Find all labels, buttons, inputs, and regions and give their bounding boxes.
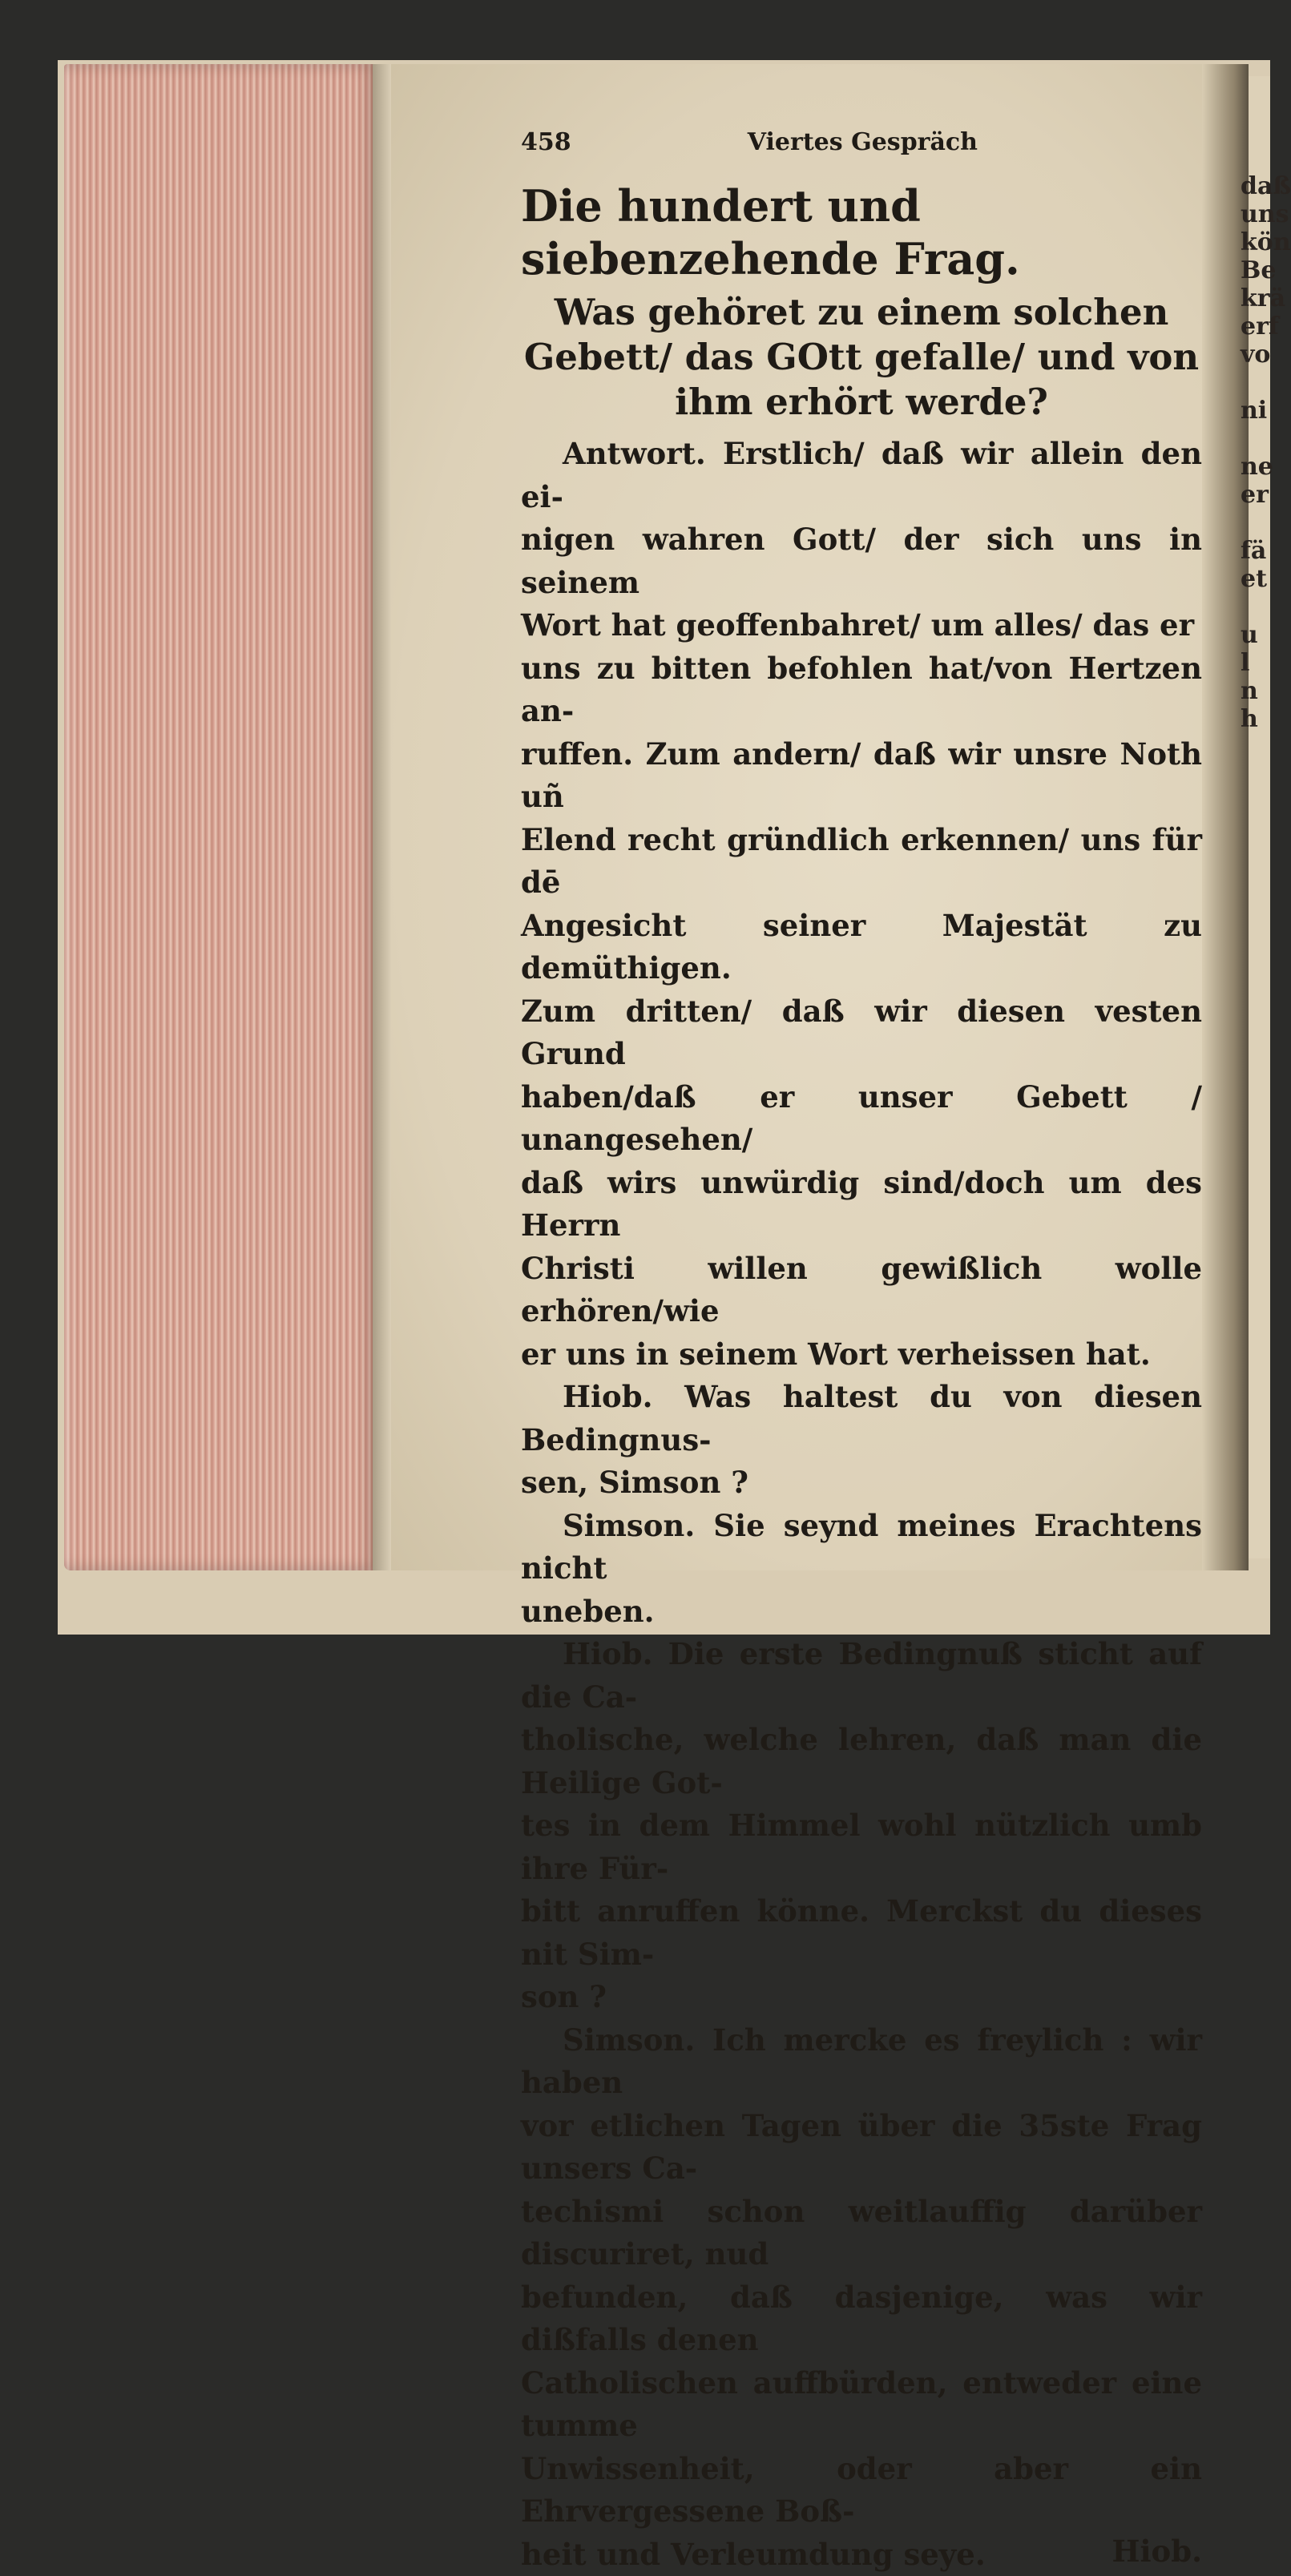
text-line: Unwissenheit, oder aber ein Ehrvergessene Boß- [521, 2448, 1202, 2534]
question-text: Was gehöret zu einem solchen Gebett/ das GOtt gefalle/ und von ihm erhört werde? [521, 290, 1202, 425]
page-text [521, 128, 1202, 2569]
facing-fragment [1241, 509, 1270, 537]
text-line: daß wirs unwürdig sind/doch um des Herrn [521, 1162, 1202, 1248]
text-line: Elend recht gründlich erkennen/ uns für dē [521, 819, 1202, 905]
facing-fragment: erf [1241, 312, 1270, 341]
text-line: techismi schon weitlauffig darüber discuriret, nud [521, 2191, 1202, 2276]
text-line: tes in dem Himmel wohl nützlich umb ihre Für- [521, 1804, 1202, 1890]
text-line: haben/daß er unser Gebett / unangesehen/ [521, 1076, 1202, 1162]
body-text [521, 433, 1202, 2576]
text-line: tholische, welche lehren, daß man die Heilige Got- [521, 1719, 1202, 1804]
chapter-heading: Die hundert und siebenzehende Frag. [521, 179, 1202, 285]
facing-fragment: et [1241, 565, 1270, 593]
facing-fragment: daß [1241, 172, 1270, 200]
text-line: befunden, daß dasjenige, was wir dißfalls denen [521, 2276, 1202, 2362]
text-line: vor etlichen Tagen über die 35ste Frag unsers Ca- [521, 2105, 1202, 2191]
text-line: Angesicht seiner Majestät zu demüthigen. [521, 905, 1202, 990]
page-number: 458 [521, 128, 571, 170]
text-line: Hiob. Was haltest du von diesen Bedingnus- [521, 1376, 1202, 1461]
text-line: Simson. Ich mercke es freylich : wir haben [521, 2019, 1202, 2105]
facing-fragment: uns [1241, 200, 1270, 228]
text-line: Catholischen auffbürden, entweder eine tumme [521, 2362, 1202, 2448]
text-line: Christi willen gewißlich wolle erhören/wie [521, 1248, 1202, 1333]
facing-fragment: er [1241, 481, 1270, 509]
text-line: nigen wahren Gott/ der sich uns in seinem [521, 518, 1202, 604]
text-line: Wort hat geoffenbahret/ um alles/ das er [521, 604, 1202, 647]
text-line: sen, Simson ? [521, 1461, 1202, 1505]
text-line: Hiob. Die erste Bedingnuß sticht auf die Ca- [521, 1633, 1202, 1719]
text-line: heit und Verleumdung seye. [521, 2534, 1202, 2576]
text-line: Zum dritten/ daß wir diesen vesten Grund [521, 990, 1202, 1076]
text-line: er uns in seinem Wort verheissen hat. [521, 1333, 1202, 1377]
facing-fragment: h [1241, 705, 1270, 733]
catchword: Hiob. [521, 2534, 1202, 2569]
facing-fragment: fä [1241, 537, 1270, 565]
facing-fragment: kön [1241, 228, 1270, 256]
facing-fragment: Be [1241, 256, 1270, 284]
facing-page-text [1241, 172, 1270, 733]
text-line: bitt anruffen könne. Merckst du dieses nit Sim- [521, 1890, 1202, 1976]
facing-fragment: vo [1241, 341, 1270, 369]
facing-fragment: ni [1241, 397, 1270, 425]
text-line: ruffen. Zum andern/ daß wir unsre Noth uñ [521, 733, 1202, 819]
text-line: Simson. Sie seynd meines Erachtens nicht [521, 1505, 1202, 1590]
running-head [521, 128, 1202, 170]
text-line: son ? [521, 1976, 1202, 2019]
running-title: Viertes Gespräch [748, 128, 978, 170]
text-line: uneben. [521, 1590, 1202, 1634]
facing-fragment [1241, 425, 1270, 453]
facing-fragment: l [1241, 649, 1270, 677]
facing-fragment: n [1241, 677, 1270, 705]
facing-fragment [1241, 369, 1270, 397]
page-edges [64, 64, 378, 1570]
facing-fragment: ne [1241, 453, 1270, 481]
facing-fragment: u [1241, 621, 1270, 649]
facing-fragment [1241, 593, 1270, 621]
text-line: Antwort. Erstlich/ daß wir allein den ei- [521, 433, 1202, 518]
text-line: uns zu bitten befohlen hat/von Hertzen an- [521, 647, 1202, 733]
facing-fragment: krä [1241, 284, 1270, 312]
page-curl-shadow [373, 64, 392, 1570]
